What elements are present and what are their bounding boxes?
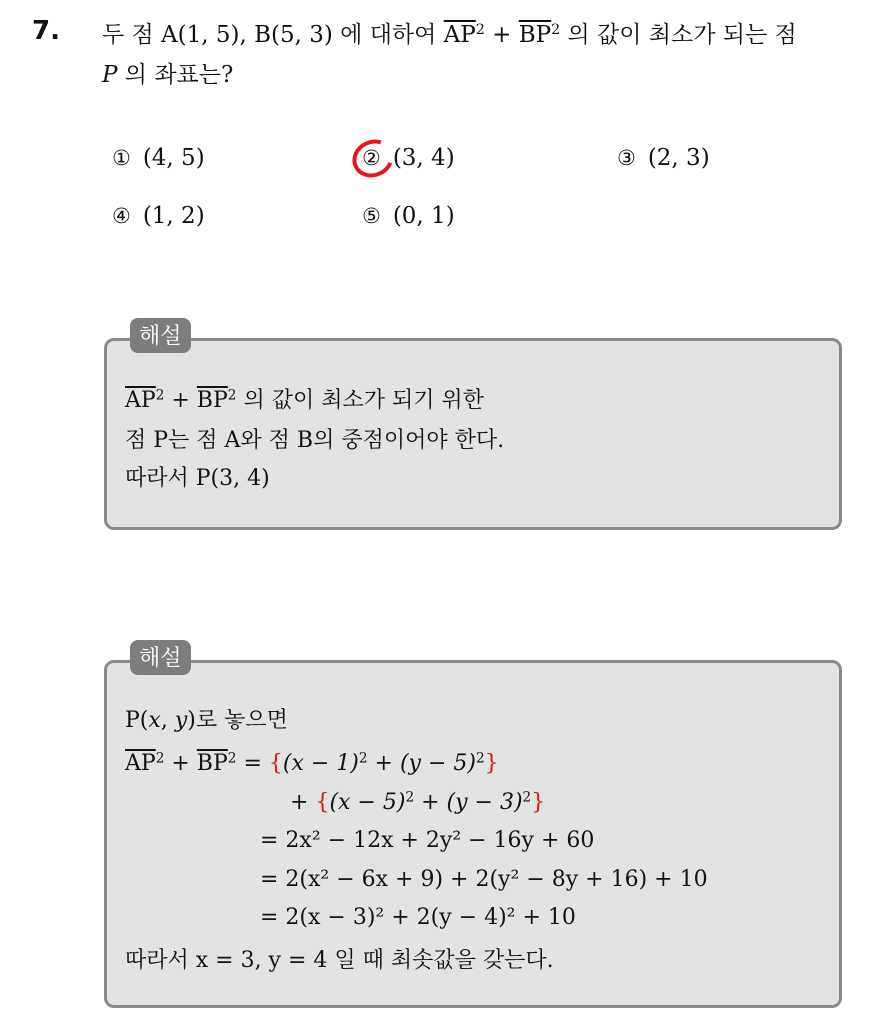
text: )로 놓으면 <box>187 708 288 733</box>
question-number: 7. <box>32 16 60 46</box>
choice-marker: ④ <box>112 204 131 228</box>
choice-value: (3, 4) <box>392 145 455 171</box>
choice-marker: ② <box>362 146 381 170</box>
question-text-suffix: 의 값이 최소가 되는 점 <box>560 22 797 48</box>
plus-sign: + <box>164 751 197 776</box>
choice-value: (0, 1) <box>392 203 455 229</box>
exponent: 2 <box>475 22 485 39</box>
exponent: 2 <box>405 789 415 806</box>
choice-4[interactable] <box>112 203 205 229</box>
exponent: 2 <box>551 22 561 39</box>
choice-3[interactable] <box>617 145 710 171</box>
exponent: 2 <box>155 750 165 767</box>
segment-bp: $\overline{BP}$ <box>196 751 228 776</box>
exponent: 2 <box>227 387 237 404</box>
var-x: x <box>148 708 161 733</box>
equation-line-5: = 2(x − 3)² + 2(y − 4)² + 10 <box>260 905 576 930</box>
segment-ap: $\overline{AP}$ <box>443 22 476 48</box>
explanation-1-line-1 <box>125 383 484 414</box>
exponent: 2 <box>475 750 485 767</box>
equation-line-3: = 2x² − 12x + 2y² − 16y + 60 <box>260 828 595 853</box>
question-text-rest: 의 좌표는? <box>117 62 234 88</box>
choice-marker: ① <box>112 146 131 170</box>
choice-1[interactable] <box>112 145 205 171</box>
equation-line-1 <box>125 751 499 776</box>
plus-sign: + <box>484 22 519 48</box>
segment-ap: $\overline{AP}$ <box>125 751 156 776</box>
equation-line-4: = 2(x² − 6x + 9) + 2(y² − 8y + 16) + 10 <box>260 867 708 892</box>
explanation-box-1 <box>104 338 842 530</box>
choice-marker: ③ <box>617 146 636 170</box>
equals: = <box>236 751 269 776</box>
plus-sign: + <box>164 388 197 413</box>
explanation-1-line-3: 따라서 P(3, 4) <box>125 466 270 491</box>
choice-value: (4, 5) <box>142 145 205 171</box>
choice-marker: ⑤ <box>362 204 381 228</box>
brace-close: } <box>484 751 499 776</box>
var-y: y <box>174 708 188 733</box>
choice-value: (2, 3) <box>647 145 710 171</box>
selected-answer-circle <box>346 133 400 184</box>
segment-ap: $\overline{AP}$ <box>125 388 156 413</box>
plus-sign: + <box>290 790 316 815</box>
text: , <box>160 708 175 733</box>
brace-open: { <box>315 790 330 815</box>
exponent: 2 <box>227 750 237 767</box>
exponent: 2 <box>522 789 532 806</box>
equation-line-2 <box>290 790 545 815</box>
explanation-box-2 <box>104 660 842 1008</box>
question-line-2 <box>102 56 233 89</box>
term: (x − 1) <box>282 751 359 776</box>
exponent: 2 <box>155 387 165 404</box>
choice-value: (1, 2) <box>142 203 205 229</box>
term: + (y − 3) <box>414 790 523 815</box>
explanation-tag-1: 해설 <box>130 318 191 353</box>
brace-close: } <box>531 790 546 815</box>
point-p: P <box>102 62 118 88</box>
question-line-1 <box>102 16 797 49</box>
explanation-2-conclusion: 따라서 x = 3, y = 4 일 때 최솟값을 갖는다. <box>125 948 554 973</box>
text: P( <box>125 708 149 733</box>
brace-open: { <box>268 751 283 776</box>
explanation-text: 의 값이 최소가 되기 위한 <box>236 388 484 413</box>
term: (x − 5) <box>329 790 406 815</box>
segment-bp: $\overline{BP}$ <box>518 22 552 48</box>
question-text-prefix: 두 점 A(1, 5), B(5, 3) 에 대하여 <box>102 22 444 48</box>
exponent: 2 <box>358 750 368 767</box>
explanation-1-line-2: 점 P는 점 A와 점 B의 중점이어야 한다. <box>125 428 505 453</box>
explanation-2-line-1 <box>125 703 288 734</box>
term: + (y − 5) <box>367 751 476 776</box>
explanation-tag-2: 해설 <box>130 640 191 675</box>
segment-bp: $\overline{BP}$ <box>196 388 228 413</box>
choice-5[interactable] <box>362 203 455 229</box>
